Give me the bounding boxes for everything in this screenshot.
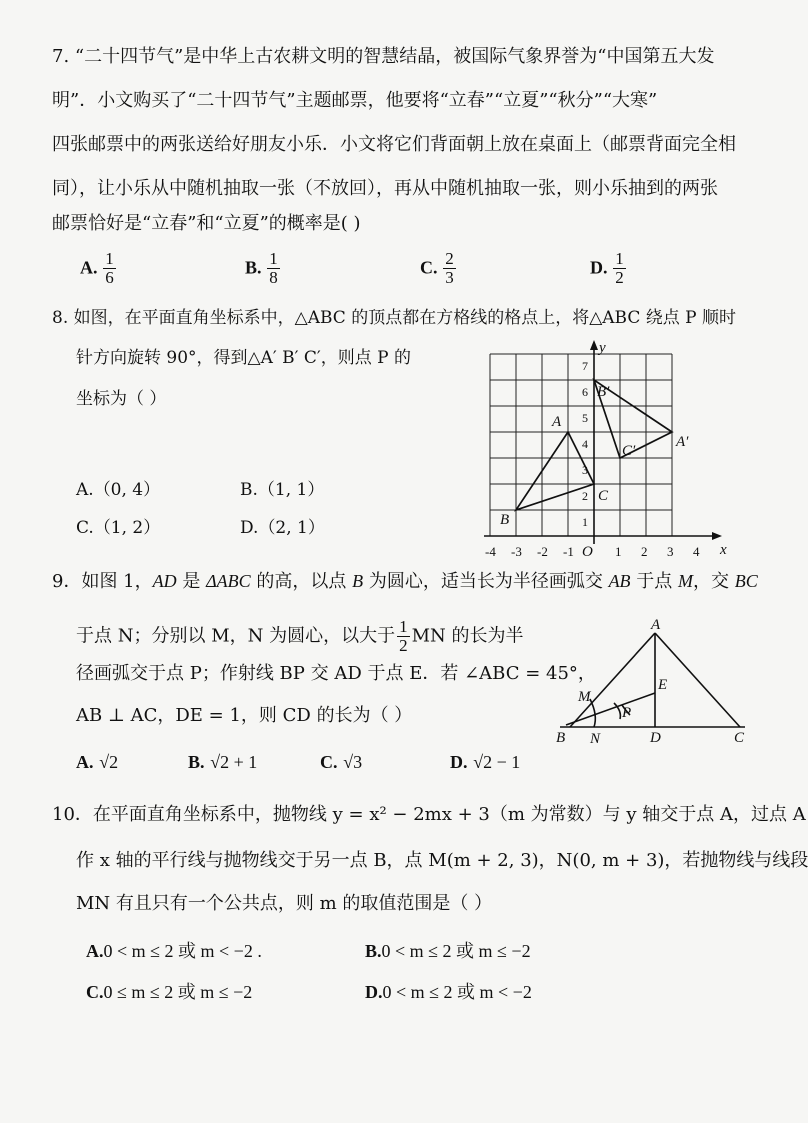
q10-option-b[interactable]: B.0 < m ≤ 2 或 m ≤ −2 xyxy=(365,941,531,961)
q8-option-a[interactable]: A.（0, 4） xyxy=(76,480,161,500)
q9-line-4: AB ⊥ AC，DE = 1，则 CD 的长为（ ） xyxy=(76,705,413,726)
q10-option-a[interactable]: A.0 < m ≤ 2 或 m < −2 . xyxy=(86,941,262,961)
q8-option-d[interactable]: D.（2, 1） xyxy=(240,518,325,538)
y-tick-label: 5 xyxy=(582,411,588,425)
q9-line-1: 9．如图 1，AD 是 ΔABC 的高，以点 B 为圆心，适当长为半径画弧交 AB 于点 M，交 BC xyxy=(52,571,758,592)
y-tick-label: 2 xyxy=(582,489,588,503)
q7-line-3: 四张邮票中的两张送给好朋友小乐．小文将它们背面朝上放在桌面上（邮票背面完全相 xyxy=(52,134,736,155)
x-tick-label: -3 xyxy=(511,544,522,559)
q9-line-2: 于点 N；分别以 M，N 为圆心，以大于 $\frac{1}{2}$ MN 的长为半 xyxy=(76,617,524,655)
x-tick-label: -2 xyxy=(537,544,548,559)
label-b: B xyxy=(556,730,566,746)
point-label: B xyxy=(500,512,510,528)
x-axis-label: x xyxy=(720,542,727,558)
x-tick-label: -4 xyxy=(485,544,496,559)
q8-option-b[interactable]: B.（1, 1） xyxy=(240,480,325,500)
fraction: $\frac{1}{2}$ xyxy=(615,249,624,287)
x-tick-label: 3 xyxy=(667,544,674,559)
q8-coordinate-grid-figure xyxy=(485,340,748,565)
label-d: D xyxy=(650,730,661,746)
point-label: A xyxy=(552,414,562,430)
q9-option-a[interactable]: A. √2 xyxy=(76,752,119,772)
q8-line-3: 坐标为（ ） xyxy=(76,389,167,409)
y-tick-label: 7 xyxy=(582,359,588,373)
fraction: $\frac{1}{8}$ xyxy=(269,249,278,287)
y-tick-label: 1 xyxy=(582,515,588,529)
label-p: P xyxy=(622,705,632,721)
q8-option-c[interactable]: C.（1, 2） xyxy=(76,518,161,538)
q7-option-a[interactable]: A. $\frac{1}{6}$ xyxy=(80,249,114,287)
q7-line-2: 明”．小文购买了“二十四节气”主题邮票，他要将“立春”“立夏”“秋分”“大寒” xyxy=(52,90,658,111)
point-label: B′ xyxy=(597,384,610,400)
x-tick-label: -1 xyxy=(563,544,574,559)
q10-option-c[interactable]: C.0 ≤ m ≤ 2 或 m ≤ −2 xyxy=(86,982,253,1002)
q9-option-b[interactable]: B. √2 + 1 xyxy=(188,752,258,772)
q9-triangle-figure xyxy=(550,615,750,745)
point-label: C xyxy=(598,488,609,504)
q8-line-1: 8. 如图，在平面直角坐标系中，△ABC 的顶点都在方格线的格点上，将△ABC 绕点 P 顺时 xyxy=(52,308,737,328)
point-label: C′ xyxy=(622,443,636,459)
q10-line-1: 10．在平面直角坐标系中，抛物线 y = x² − 2mx + 3（m 为常数）与 y 轴交于点 A，过点 A xyxy=(52,804,806,825)
fraction: $\frac{2}{3}$ xyxy=(445,249,454,287)
q10-line-2: 作 x 轴的平行线与抛物线交于另一点 B，点 M(m + 2, 3)，N(0, m + 3)，若抛物线与线段 xyxy=(76,850,808,871)
y-axis-arrow xyxy=(590,340,598,350)
q7-line-4: 同），让小乐从中随机抽取一张（不放回），再从中随机抽取一张，则小乐抽到的两张 xyxy=(52,178,718,199)
q7-option-b[interactable]: B. $\frac{1}{8}$ xyxy=(245,249,278,287)
q7-option-d[interactable]: D. $\frac{1}{2}$ xyxy=(590,249,624,287)
label-m: M xyxy=(578,689,591,705)
q7-option-c[interactable]: C. $\frac{2}{3}$ xyxy=(420,249,454,287)
fraction: $\frac{1}{2}$ xyxy=(399,617,408,655)
label-a: A xyxy=(651,617,661,633)
y-tick-label: 3 xyxy=(582,463,588,477)
x-tick-label: 4 xyxy=(693,544,700,559)
q9-option-c[interactable]: C. √3 xyxy=(320,752,363,772)
y-tick-label: 4 xyxy=(582,437,588,451)
q10-option-d[interactable]: D.0 < m ≤ 2 或 m < −2 xyxy=(365,982,532,1002)
segment-ab xyxy=(570,633,655,727)
x-tick-label: O xyxy=(582,544,593,560)
q10-line-3: MN 有且只有一个公共点，则 m 的取值范围是（ ） xyxy=(76,893,493,914)
point-label: A′ xyxy=(676,434,689,450)
label-c: C xyxy=(734,730,745,746)
q8-line-2: 针方向旋转 90°，得到△A′ B′ C′，则点 P 的 xyxy=(76,348,412,368)
q7-line-1: 7. “二十四节气”是中华上古农耕文明的智慧结晶，被国际气象界誉为“中国第五大发 xyxy=(52,46,715,67)
y-axis-label: y xyxy=(599,340,606,356)
y-tick-label: 6 xyxy=(582,385,588,399)
q7-line-5: 邮票恰好是“立春”和“立夏”的概率是( ) xyxy=(52,213,361,234)
x-tick-label: 1 xyxy=(615,544,622,559)
fraction: $\frac{1}{6}$ xyxy=(105,249,114,287)
q9-line-3: 径画弧交于点 P；作射线 BP 交 AD 于点 E．若 ∠ABC = 45°， xyxy=(76,663,596,684)
segment-ac xyxy=(655,633,740,727)
label-n: N xyxy=(590,731,601,747)
x-tick-label: 2 xyxy=(641,544,648,559)
label-e: E xyxy=(658,677,668,693)
q9-option-d[interactable]: D. √2 − 1 xyxy=(450,752,521,772)
x-axis-arrow xyxy=(712,532,722,540)
